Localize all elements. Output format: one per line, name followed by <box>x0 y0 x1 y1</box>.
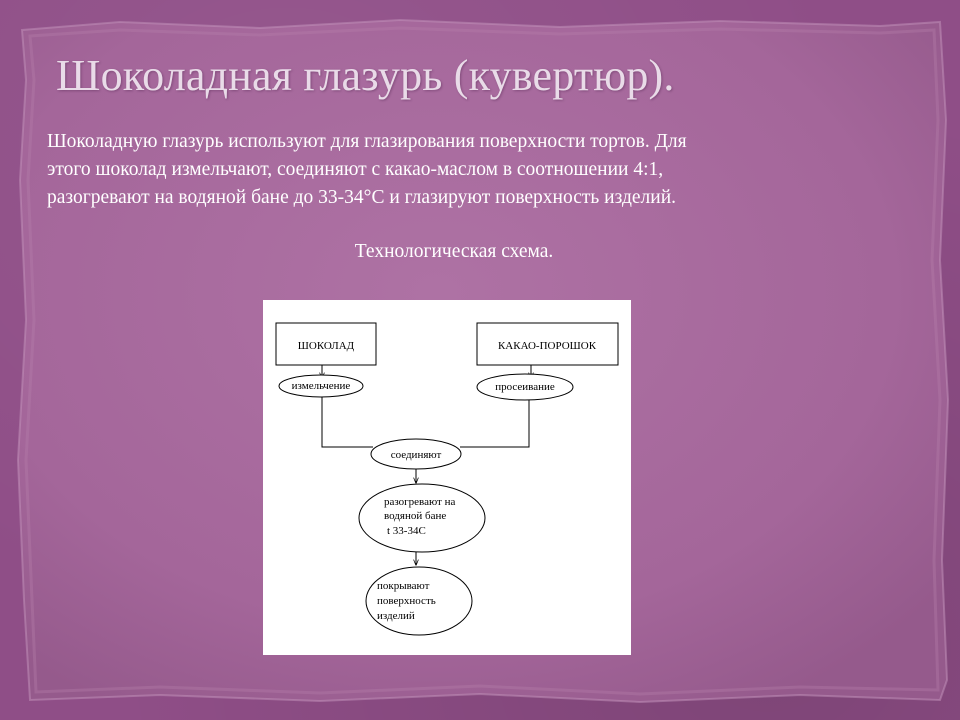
ellipse-grind <box>279 375 363 397</box>
ellipse-combine <box>371 439 461 469</box>
box-chocolate-label: ШОКОЛАД <box>297 340 355 352</box>
paragraph-line: Шоколадную глазурь используют для глазирования поверхности тортов. Для <box>47 131 687 152</box>
ellipse-heat <box>359 484 485 552</box>
ellipse-sift-label: просеивание <box>495 381 555 393</box>
connector-line <box>460 400 529 447</box>
diagram-caption: Технологическая схема. <box>354 241 554 262</box>
ellipse-grind-label: измельчение <box>291 380 351 392</box>
box-cocoa-label: КАКАО-ПОРОШОК <box>497 340 597 352</box>
ellipse-heat-line: водяной бане <box>384 510 447 522</box>
paragraph-line: разогревают на водяной бане до 33-34°С и глазируют поверхность изделий. <box>47 187 677 208</box>
box-chocolate <box>276 323 376 365</box>
ellipse-combine-label: соединяют <box>390 449 442 461</box>
flow-diagram <box>263 300 631 655</box>
slide-title: Шоколадная глазурь (кувертюр). <box>56 51 675 100</box>
ellipse-heat-line: t 33-34С <box>387 525 426 537</box>
body-paragraph <box>47 128 917 212</box>
ellipse-cover <box>366 567 472 635</box>
ellipse-sift <box>477 374 573 400</box>
paragraph-line: этого шоколад измельчают, соединяют с какао-маслом в соотношении 4:1, <box>47 159 664 180</box>
ellipse-heat-line: разогревают на <box>384 496 456 508</box>
connector-line <box>322 397 373 447</box>
ellipse-cover-line: поверхность <box>377 595 436 607</box>
box-cocoa <box>477 323 618 365</box>
ellipse-cover-line: изделий <box>377 610 415 622</box>
ellipse-cover-line: покрывают <box>377 580 430 592</box>
